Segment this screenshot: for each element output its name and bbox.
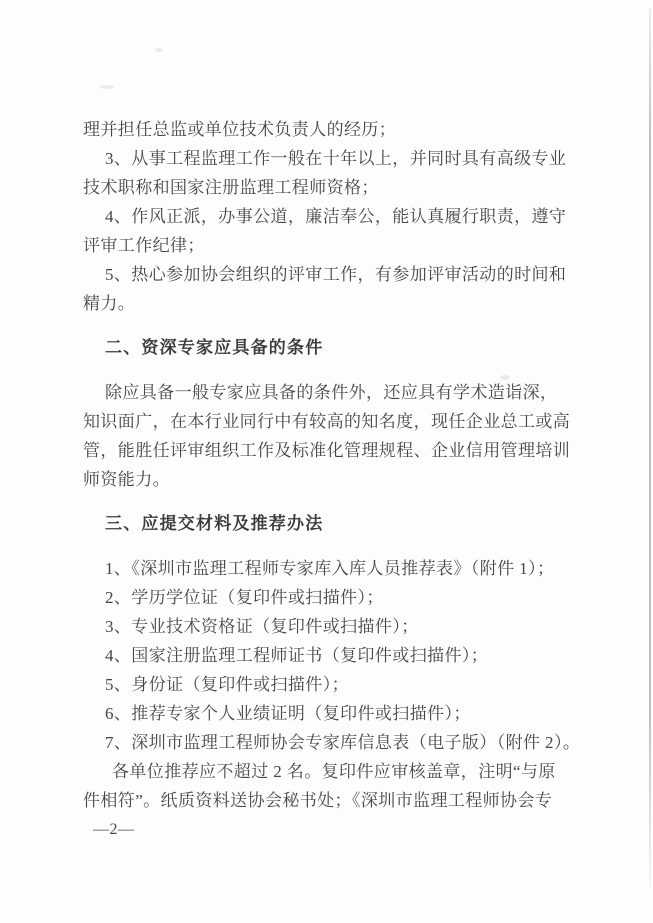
list-item-line: 6、推荐专家个人业绩证明（复印件或扫描件）； <box>105 704 471 723</box>
paragraph-line: 知识面广，在本行业同行中有较高的知名度，现任企业总工或高 <box>83 412 571 431</box>
list-item-line: 7、深圳市监理工程师协会专家库信息表（电子版）（附件 2）。 <box>105 733 581 752</box>
list-item-line: 5、身份证（复印件或扫描件）； <box>105 675 349 694</box>
scan-edge-artifact <box>649 8 651 888</box>
list-item-line: 4、作风正派，办事公道，廉洁奉公，能认真履行职责，遵守 <box>105 207 567 226</box>
list-item-line: 3、从事工程监理工作一般在十年以上，并同时具有高级专业 <box>105 149 567 168</box>
section-heading-2: 二、资深专家应具备的条件 <box>105 338 324 357</box>
paragraph-line: 除应具备一般专家应具备的条件外，还应具有学术造诣深， <box>105 383 558 402</box>
paragraph-line: 管，能胜任评审组织工作及标准化管理规程、企业信用管理培训 <box>83 441 571 460</box>
paragraph-line: 师资能力。 <box>83 470 170 489</box>
list-item-line: 3、专业技术资格证（复印件或扫描件）； <box>105 617 419 636</box>
paragraph-line: 各单位推荐应不超过 2 名。复印件应审核盖章，注明“与原 <box>112 762 556 781</box>
text-line: 技术职称和国家注册监理工程师资格； <box>83 178 379 197</box>
list-item-line: 2、学历学位证（复印件或扫描件）； <box>105 588 384 607</box>
paragraph-line: 件相符”。纸质资料送协会秘书处；《深圳市监理工程师协会专 <box>83 791 553 810</box>
text-line: 评审工作纪律； <box>83 236 205 255</box>
text-line: 理并担任总监或单位技术负责人的经历； <box>83 120 397 139</box>
list-item-line: 5、热心参加协会组织的评审工作，有参加评审活动的时间和 <box>105 265 567 284</box>
scan-speck <box>100 85 114 89</box>
scan-speck <box>155 48 163 52</box>
document-body <box>83 115 581 815</box>
list-item-line: 4、国家注册监理工程师证书（复印件或扫描件）； <box>105 646 489 665</box>
page-number: —2— <box>93 821 135 838</box>
section-heading-3: 三、应提交材料及推荐办法 <box>105 514 324 533</box>
list-item-line: 1、《深圳市监理工程师专家库入库人员推荐表》（附件 1）； <box>105 559 555 578</box>
text-line: 精力。 <box>83 294 136 313</box>
